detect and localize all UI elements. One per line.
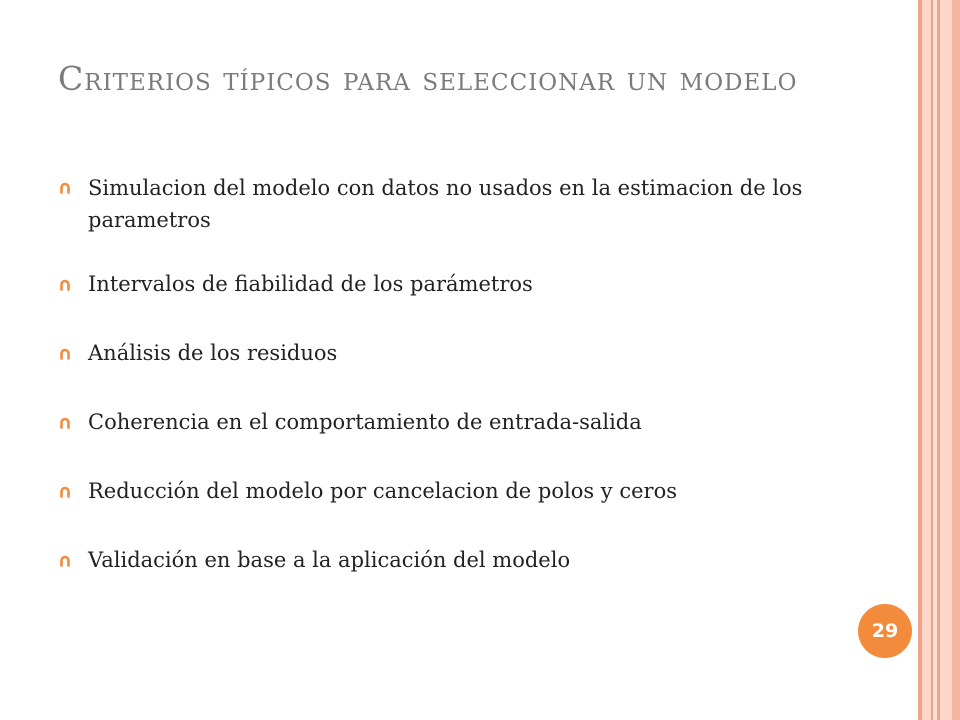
border-stripe [940, 0, 952, 720]
slide-title: Criterios típicos para seleccionar un modelo [58, 59, 798, 98]
border-stripe [922, 0, 931, 720]
horseshoe-bullet-icon [58, 485, 72, 499]
horseshoe-bullet-icon [58, 181, 72, 195]
bullet-text: Validación en base a la aplicación del modelo [88, 548, 571, 572]
bullet-text: Simulacion del modelo con datos no usados en la estimacion de los parametros [88, 176, 803, 232]
border-stripe [952, 0, 960, 720]
horseshoe-bullet-icon [58, 416, 72, 430]
horseshoe-bullet-icon [58, 278, 72, 292]
bullet-item [58, 269, 848, 300]
bullet-item [58, 407, 848, 438]
bullet-item [58, 476, 848, 507]
bullet-text: Intervalos de fiabilidad de los parámetros [88, 272, 533, 296]
border-stripe [931, 0, 933, 720]
page-number-badge: 29 [858, 604, 912, 658]
bullet-text: Reducción del modelo por cancelacion de polos y ceros [88, 479, 677, 503]
border-stripe [918, 0, 922, 720]
bullet-item [58, 545, 848, 576]
bullet-text: Coherencia en el comportamiento de entrada-salida [88, 410, 642, 434]
horseshoe-bullet-icon [58, 347, 72, 361]
border-stripe [933, 0, 937, 720]
bullet-item [58, 172, 848, 236]
horseshoe-bullet-icon [58, 554, 72, 568]
border-stripe [937, 0, 940, 720]
bullet-text: Análisis de los residuos [88, 341, 338, 365]
bullet-list [58, 172, 848, 614]
bullet-item [58, 338, 848, 369]
